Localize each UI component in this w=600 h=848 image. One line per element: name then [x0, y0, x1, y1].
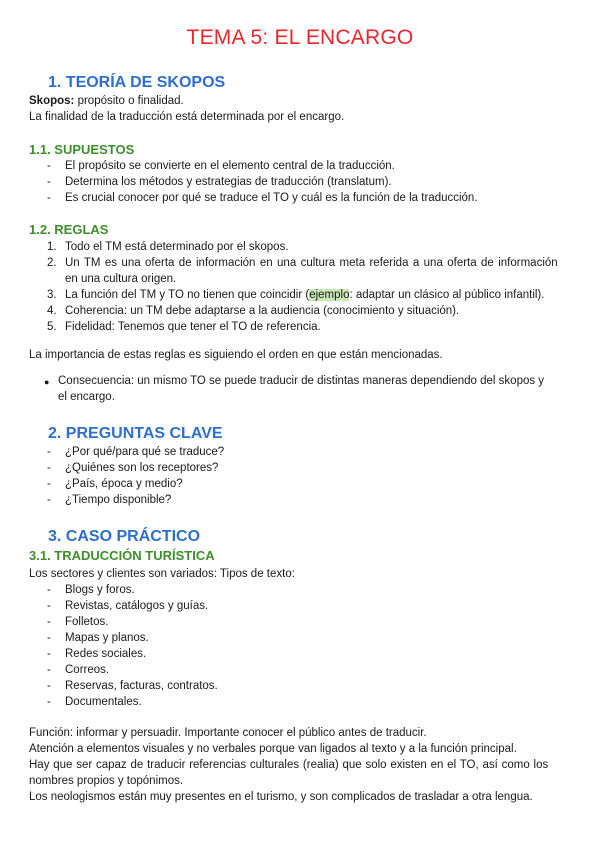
dash-marker: - — [47, 632, 51, 644]
paragraph-atencion: Atención a elementos visuales y no verbales porque van ligados al texto y a la función principal. — [29, 743, 517, 755]
dash-marker: - — [47, 176, 51, 188]
list-item: ¿Por qué/para qué se traduce? — [65, 446, 225, 458]
paragraph-realia-continuation: nombres propios y topónimos. — [29, 775, 184, 787]
list-item: ¿País, época y medio? — [65, 478, 183, 490]
rule3-text-a: La función del TM y TO no tienen que coincidir ( — [65, 289, 310, 301]
skopos-label: Skopos: — [29, 95, 75, 107]
list-item: Correos. — [65, 664, 110, 676]
list-item: Blogs y foros. — [65, 584, 135, 596]
list-item: Redes sociales. — [65, 648, 147, 660]
skopos-definition — [29, 93, 184, 109]
dash-marker: - — [47, 648, 51, 660]
list-item: Fidelidad: Tenemos que tener el TO de referencia. — [65, 321, 321, 333]
paragraph-funcion: Función: informar y persuadir. Importante conocer el público antes de traducir. — [29, 727, 427, 739]
dash-marker: - — [47, 696, 51, 708]
list-item-consecuencia: Consecuencia: un mismo TO se puede traducir de distintas maneras dependiendo del skopos y — [58, 375, 545, 387]
list-item: Reservas, facturas, contratos. — [65, 680, 218, 692]
dash-marker: - — [47, 192, 51, 204]
paragraph-importancia: La importancia de estas reglas es siguiendo el orden en que están mencionadas. — [29, 349, 443, 361]
list-number: 4. — [47, 305, 57, 317]
bullet-marker: ● — [44, 377, 50, 387]
list-item: Es crucial conocer por qué se traduce el TO y cuál es la función de la traducción. — [65, 192, 478, 204]
list-item: Mapas y planos. — [65, 632, 149, 644]
section-heading-preguntas: 2. PREGUNTAS CLAVE — [48, 425, 223, 442]
list-item: Determina los métodos y estrategias de traducción (translatum). — [65, 176, 392, 188]
list-item: ¿Quiénes son los receptores? — [65, 462, 219, 474]
dash-marker: - — [47, 616, 51, 628]
dash-marker: - — [47, 462, 51, 474]
list-item-continuation: en una cultura origen. — [65, 273, 177, 285]
paragraph-neologismos: Los neologismos están muy presentes en el turismo, y son complicados de trasladar a otra lengua. — [29, 791, 533, 803]
dash-marker: - — [47, 680, 51, 692]
dash-marker: - — [47, 584, 51, 596]
list-item: Revistas, catálogos y guías. — [65, 600, 209, 612]
list-number: 2. — [47, 257, 57, 269]
paragraph-realia: Hay que ser capaz de traducir referencias culturales (realia) que solo existen en el TO, así como los — [29, 759, 549, 771]
section-heading-caso: 3. CASO PRÁCTICO — [48, 528, 201, 545]
list-number: 3. — [47, 289, 57, 301]
list-item: Un TM es una oferta de información en una cultura meta referida a una oferta de información — [65, 257, 558, 269]
paragraph-tipos: Los sectores y clientes son variados: Tipos de texto: — [29, 568, 295, 580]
list-item: Coherencia: un TM debe adaptarse a la audiencia (conocimiento y situación). — [65, 305, 460, 317]
list-item: El propósito se convierte en el elemento central de la traducción. — [65, 160, 395, 172]
list-number: 1. — [47, 241, 57, 253]
highlight-ejemplo: ejemplo — [309, 289, 350, 301]
list-item: Todo el TM está determinado por el skopos. — [65, 241, 289, 253]
dash-marker: - — [47, 494, 51, 506]
dash-marker: - — [47, 664, 51, 676]
dash-marker: - — [47, 446, 51, 458]
skopos-def-text: propósito o finalidad. — [74, 95, 184, 107]
dash-marker: - — [47, 478, 51, 490]
list-number: 5. — [47, 321, 57, 333]
list-item-continuation: el encargo. — [58, 391, 115, 403]
list-item: ¿Tiempo disponible? — [65, 494, 172, 506]
subheading-reglas: 1.2. REGLAS — [29, 222, 109, 237]
dash-marker: - — [47, 160, 51, 172]
skopos-intro: La finalidad de la traducción está determinada por el encargo. — [29, 111, 345, 123]
section-heading-skopos: 1. TEORÍA DE SKOPOS — [48, 74, 226, 91]
subheading-turistica: 3.1. TRADUCCIÓN TURÍSTICA — [29, 548, 215, 563]
dash-marker: - — [47, 600, 51, 612]
list-item: Documentales. — [65, 696, 142, 708]
subheading-supuestos: 1.1. SUPUESTOS — [29, 142, 135, 157]
page-title: TEMA 5: EL ENCARGO — [186, 26, 414, 49]
list-item — [65, 287, 544, 303]
list-item: Folletos. — [65, 616, 109, 628]
rule3-text-b: : adaptar un clásico al público infantil). — [349, 289, 545, 301]
